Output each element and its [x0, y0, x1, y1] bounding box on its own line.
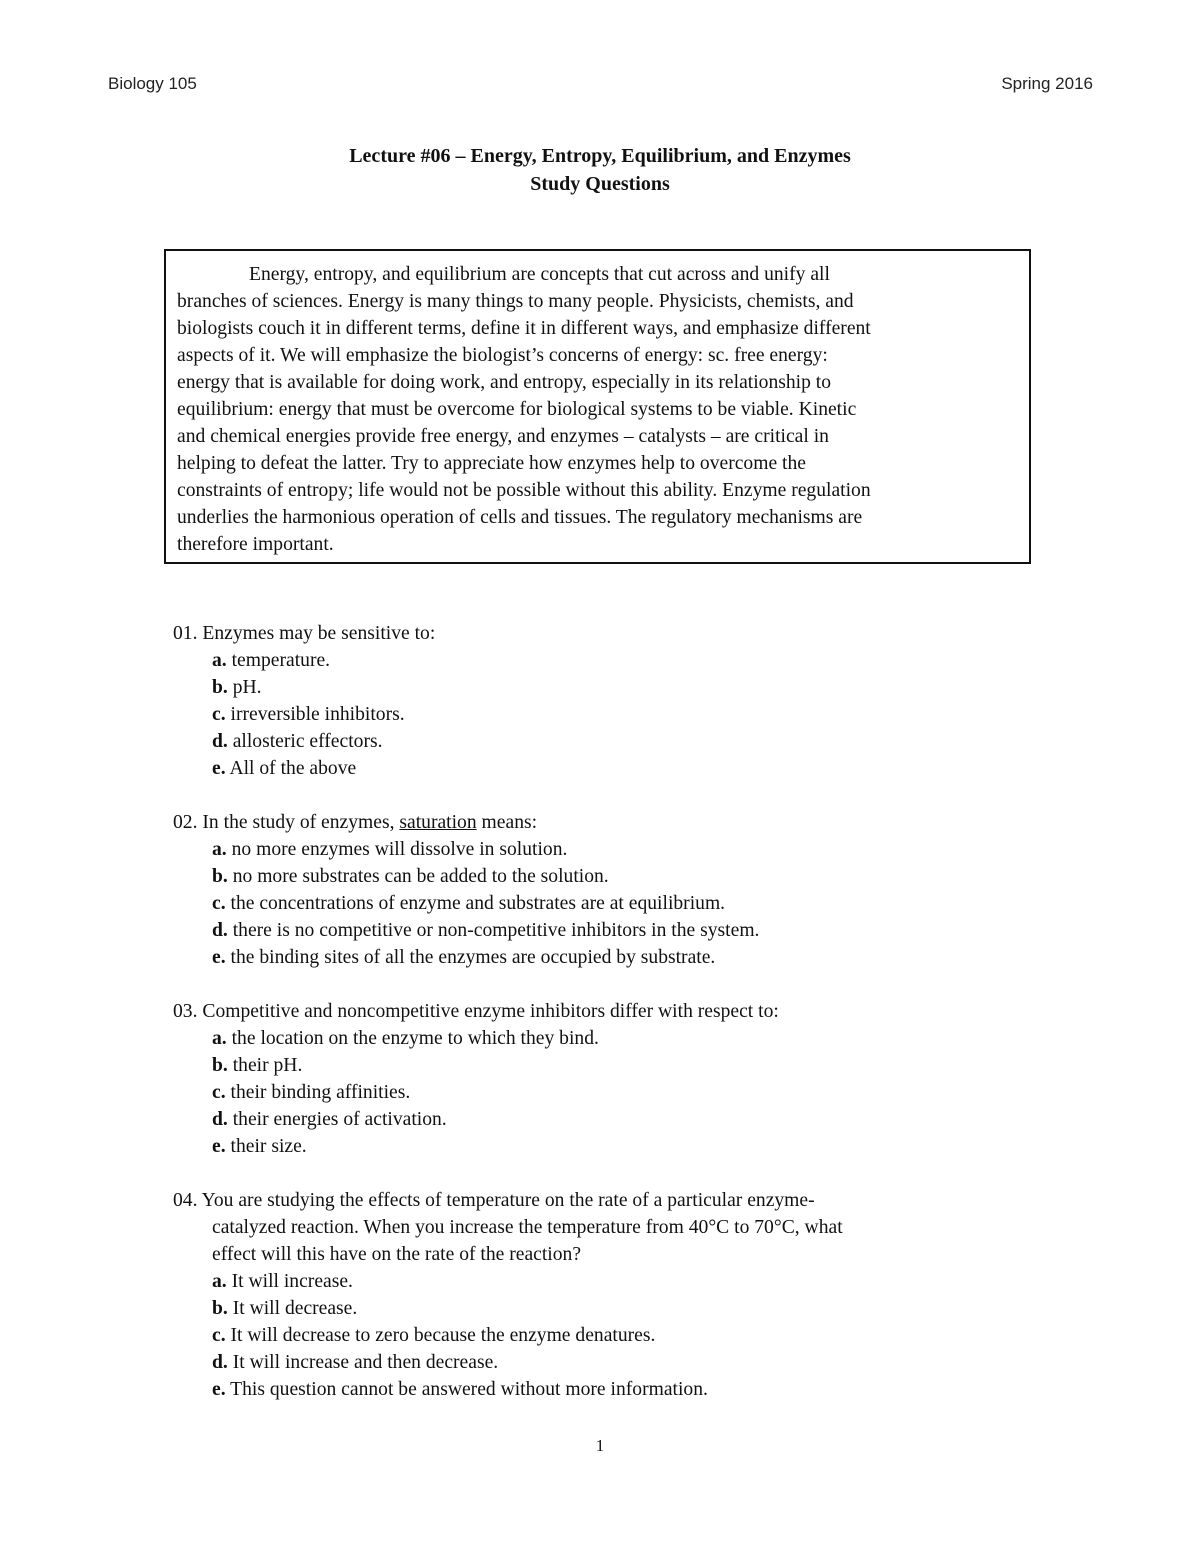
question-text-line: catalyzed reaction. When you increase the temperature from 40°C to 70°C, what — [212, 1217, 843, 1238]
intro-line: Energy, entropy, and equilibrium are concepts that cut across and unify all — [249, 264, 830, 285]
question-stem — [173, 809, 1073, 836]
question-text-line: effect will this have on the rate of the reaction? — [212, 1244, 582, 1265]
option-letter: c. — [212, 704, 226, 725]
intro-line: energy that is available for doing work, and entropy, especially in its relationship to — [177, 372, 832, 393]
option-letter: d. — [212, 731, 228, 752]
option-text: there is no competitive or non-competitive inhibitors in the system. — [232, 920, 760, 941]
option-letter: d. — [212, 1352, 228, 1373]
option-d — [173, 917, 1073, 944]
option-letter: b. — [212, 677, 228, 698]
option-b — [173, 863, 1073, 890]
document-title — [0, 142, 1200, 198]
option-text: pH. — [232, 677, 262, 698]
option-c — [173, 701, 1073, 728]
option-text: irreversible inhibitors. — [230, 704, 405, 725]
option-letter: b. — [212, 1055, 228, 1076]
option-letter: a. — [212, 1271, 227, 1292]
question-text-line: You are studying the effects of temperature on the rate of a particular enzyme- — [201, 1190, 815, 1211]
option-letter: d. — [212, 920, 228, 941]
question-number: 04. — [173, 1190, 198, 1211]
option-letter: b. — [212, 866, 228, 887]
option-text: All of the above — [229, 758, 357, 779]
option-text: temperature. — [231, 650, 331, 671]
option-letter: d. — [212, 1109, 228, 1130]
option-text: their pH. — [232, 1055, 303, 1076]
option-a — [173, 1268, 1073, 1295]
option-e — [173, 1133, 1073, 1160]
option-text: It will increase. — [231, 1271, 353, 1292]
option-text: the concentrations of enzyme and substrates are at equilibrium. — [230, 893, 726, 914]
intro-line: helping to defeat the latter. Try to appreciate how enzymes help to overcome the — [177, 453, 806, 474]
intro-line: and chemical energies provide free energy, and enzymes – catalysts – are critical in — [177, 426, 829, 447]
option-text: It will increase and then decrease. — [232, 1352, 499, 1373]
option-text: their energies of activation. — [232, 1109, 447, 1130]
option-text: the location on the enzyme to which they bind. — [231, 1028, 599, 1049]
intro-line: equilibrium: energy that must be overcome for biological systems to be viable. Kinetic — [177, 399, 857, 420]
option-c — [173, 1079, 1073, 1106]
option-e — [173, 1376, 1073, 1403]
intro-line: biologists couch it in different terms, define it in different ways, and emphasize different — [177, 318, 871, 339]
option-text: their size. — [230, 1136, 307, 1157]
option-letter: c. — [212, 1082, 226, 1103]
option-letter: a. — [212, 650, 227, 671]
question-text-before: In the study of enzymes, — [202, 812, 400, 833]
option-letter: e. — [212, 1379, 226, 1400]
underlined-term: saturation — [399, 812, 477, 833]
question-stem — [173, 998, 1073, 1025]
question-stem — [173, 1187, 1073, 1268]
option-text: no more enzymes will dissolve in solution. — [231, 839, 568, 860]
question-number: 02. — [173, 812, 198, 833]
question-01 — [173, 620, 1073, 782]
question-number: 03. — [173, 1001, 198, 1022]
option-letter: a. — [212, 1028, 227, 1049]
option-c — [173, 890, 1073, 917]
option-a — [173, 1025, 1073, 1052]
option-text: no more substrates can be added to the solution. — [232, 866, 609, 887]
course-header: Biology 105 — [108, 74, 197, 93]
question-list — [173, 620, 1073, 1430]
question-text-after: means: — [476, 812, 538, 833]
option-letter: e. — [212, 1136, 226, 1157]
option-b — [173, 674, 1073, 701]
option-e — [173, 755, 1073, 782]
option-a — [173, 836, 1073, 863]
question-text: Competitive and noncompetitive enzyme inhibitors differ with respect to: — [202, 1001, 779, 1022]
question-stem — [173, 620, 1073, 647]
question-02 — [173, 809, 1073, 971]
question-04 — [173, 1187, 1073, 1403]
option-letter: b. — [212, 1298, 228, 1319]
question-number: 01. — [173, 623, 198, 644]
option-d — [173, 1349, 1073, 1376]
option-c — [173, 1322, 1073, 1349]
option-d — [173, 1106, 1073, 1133]
option-e — [173, 944, 1073, 971]
option-text: It will decrease. — [232, 1298, 358, 1319]
option-text: the binding sites of all the enzymes are occupied by substrate. — [230, 947, 716, 968]
option-letter: c. — [212, 1325, 226, 1346]
option-text: This question cannot be answered without more information. — [230, 1379, 708, 1400]
option-text: allosteric effectors. — [232, 731, 383, 752]
option-letter: a. — [212, 839, 227, 860]
intro-line: therefore important. — [177, 534, 334, 555]
subtitle: Study Questions — [530, 173, 670, 195]
option-a — [173, 647, 1073, 674]
term-header: Spring 2016 — [1001, 74, 1093, 93]
option-letter: c. — [212, 893, 226, 914]
option-letter: e. — [212, 758, 226, 779]
option-d — [173, 728, 1073, 755]
option-text: their binding affinities. — [230, 1082, 411, 1103]
lecture-title: Lecture #06 – Energy, Entropy, Equilibrium, and Enzymes — [349, 145, 851, 167]
page-number: 1 — [595, 1436, 605, 1455]
intro-box — [164, 249, 1031, 564]
option-b — [173, 1295, 1073, 1322]
intro-line: aspects of it. We will emphasize the biologist’s concerns of energy: sc. free energy: — [177, 345, 828, 366]
option-text: It will decrease to zero because the enzyme denatures. — [230, 1325, 656, 1346]
question-03 — [173, 998, 1073, 1160]
option-b — [173, 1052, 1073, 1079]
option-letter: e. — [212, 947, 226, 968]
question-text: Enzymes may be sensitive to: — [202, 623, 436, 644]
intro-line: branches of sciences. Energy is many things to many people. Physicists, chemists, and — [177, 291, 854, 312]
intro-line: constraints of entropy; life would not be possible without this ability. Enzyme regulation — [177, 480, 871, 501]
intro-line: underlies the harmonious operation of cells and tissues. The regulatory mechanisms are — [177, 507, 863, 528]
